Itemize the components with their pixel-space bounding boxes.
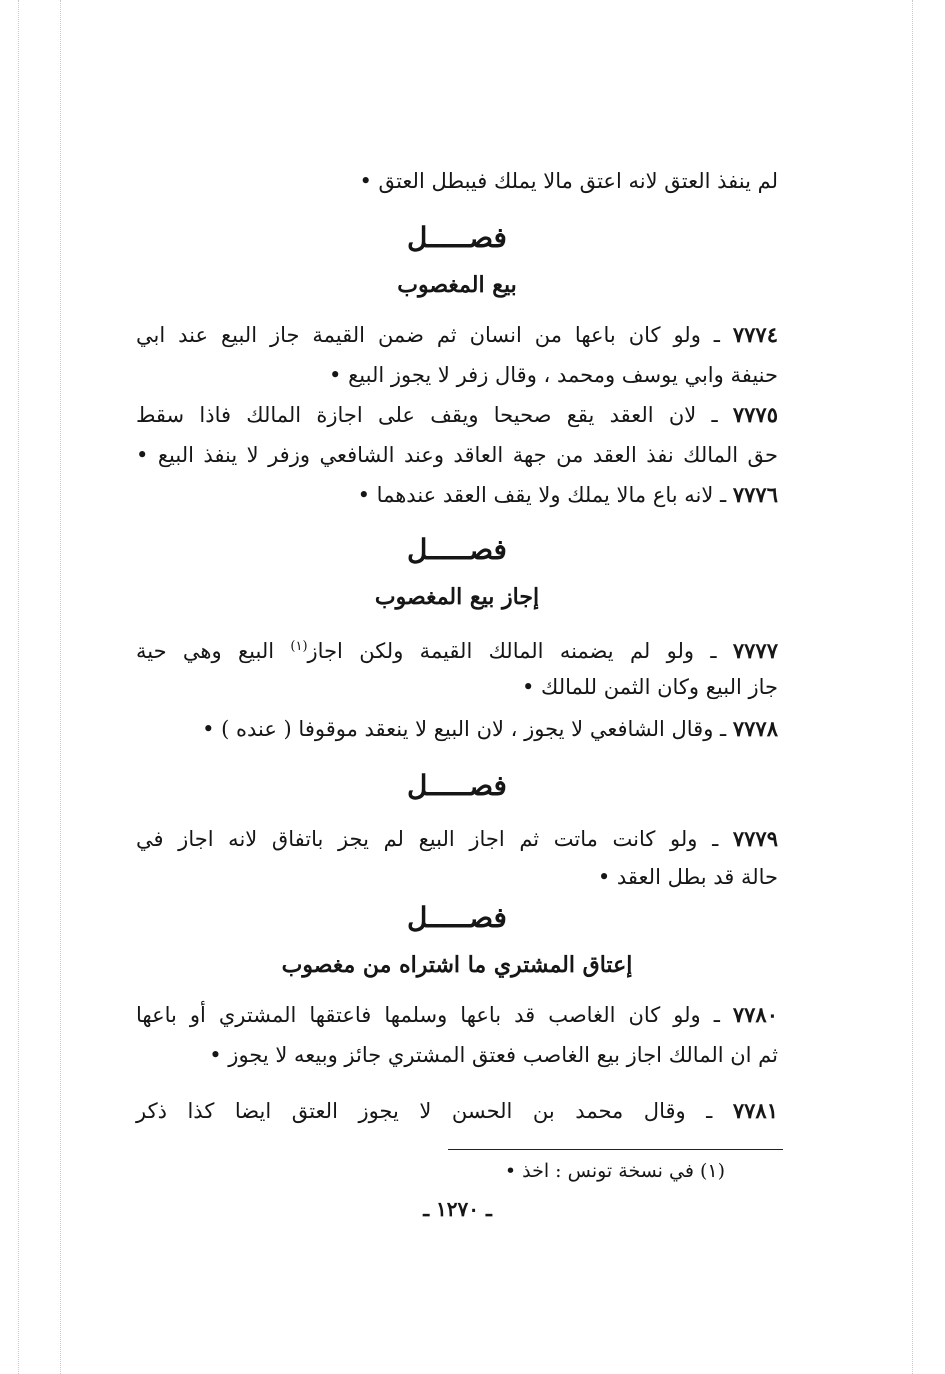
paragraph-7774-line-1: ٧٧٧٤ ـ ولو كان باعها من انسان ثم ضمن القيمة جاز البيع عند ابي [136,322,778,347]
paragraph-7779-line-1: ٧٧٧٩ ـ ولو كانت ماتت ثم اجاز البيع لم يجز باتفاق لانه اجاز في [136,826,778,851]
paragraph-7776-line-1: ٧٧٧٦ ـ لانه باع مالا يملك ولا يقف العقد عندهما • [357,482,778,507]
paragraph-7779-line-2: حالة قد بطل العقد • [597,865,778,889]
paragraph-7780-line-2: ثم ان المالك اجاز بيع الغاصب فعتق المشتري جائز وبيعه لا يجوز • [209,1043,778,1067]
paragraph-7777-line-2: جاز البيع وكان الثمن للمالك • [521,675,778,699]
footnote-marker: (١) [290,639,308,654]
footnote-separator [448,1149,783,1150]
paragraph-7775-line-1: ٧٧٧٥ ـ لان العقد يقع صحيحا ويقف على اجازة المالك فاذا سقط [136,402,778,427]
paragraph-7781-line-1: ٧٧٨١ ـ وقال محمد بن الحسن لا يجوز العتق ايضا كذا ذكر [136,1098,778,1123]
section-heading-fasl: فصـــــل [407,533,507,566]
section-title: إجاز بيع المغصوب [374,584,540,610]
section-heading-fasl: فصـــــل [407,901,507,934]
section-title: بيع المغصوب [397,272,517,298]
section-heading-fasl: فصـــــل [407,769,507,802]
paragraph-number: ٧٧٧٤ [732,322,778,347]
paragraph-7777-line-1: ٧٧٧٧ ـ ولو لم يضمنه المالك القيمة ولكن اجاز$^{(١)}$ البيع وهي حية [136,638,778,663]
paragraph-7775-line-2: حق المالك نفذ العقد من جهة العاقد وعند الشافعي وزفر لا ينفذ البيع • [136,443,778,467]
paragraph-number: ٧٧٧٨ [732,716,778,741]
scan-margin-left [18,0,19,1374]
section-heading-fasl: فصـــــل [407,221,507,254]
text-line: لم ينفذ العتق لانه اعتق مالا يملك فيبطل العتق • [359,169,778,193]
paragraph-number: ٧٧٧٧ [732,638,778,663]
paragraph-number: ٧٧٧٦ [732,482,778,507]
paragraph-7774-line-2: حنيفة وابي يوسف ومحمد ، وقال زفر لا يجوز البيع • [329,363,778,387]
page-number: ـ ١٢٧٠ ـ [423,1197,492,1221]
paragraph-number: ٧٧٨١ [732,1098,778,1123]
section-title: إعتاق المشتري ما اشتراه من مغصوب [281,952,633,978]
footnote: (١) في نسخة تونس : اخذ • [504,1160,725,1182]
paragraph-number: ٧٧٧٥ [732,402,778,427]
paragraph-number: ٧٧٨٠ [732,1002,778,1027]
paragraph-7780-line-1: ٧٧٨٠ ـ ولو كان الغاصب قد باعها وسلمها فاعتقها المشتري أو باعها [136,1002,778,1027]
paragraph-7778-line-1: ٧٧٧٨ ـ وقال الشافعي لا يجوز ، لان البيع لا ينعقد موقوفا ( عنده ) • [202,716,778,741]
scan-margin-right [912,0,913,1374]
paragraph-number: ٧٧٧٩ [732,826,778,851]
scan-margin-left-inner [60,0,61,1374]
